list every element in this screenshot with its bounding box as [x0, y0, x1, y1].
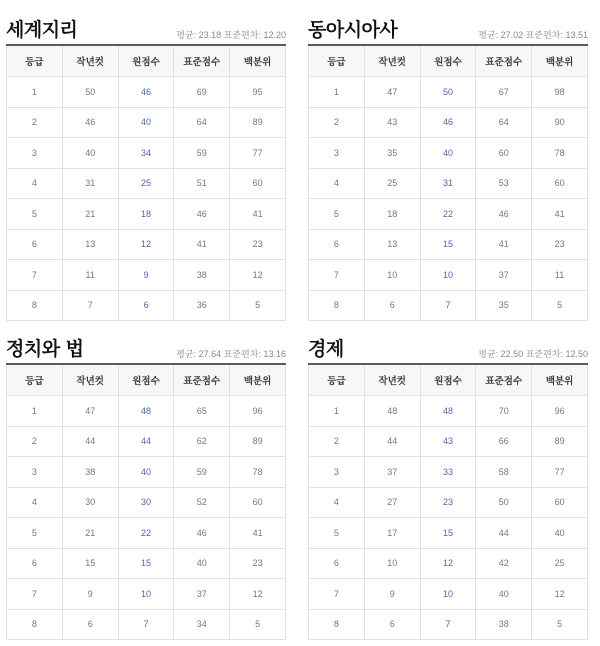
col-percentile-cell: 41	[230, 518, 286, 549]
col-grade-cell: 5	[7, 199, 63, 230]
col-grade-cell: 5	[7, 518, 63, 549]
table-row	[7, 548, 286, 579]
grade-table	[6, 44, 286, 321]
col-grade-cell: 5	[309, 518, 365, 549]
col-last-year-cut-cell: 50	[62, 77, 118, 108]
col-last-year-cut-cell: 40	[62, 138, 118, 169]
section-world-geography	[6, 12, 286, 321]
col-grade-cell: 8	[7, 609, 63, 640]
col-percentile-cell: 77	[532, 457, 588, 488]
col-percentile-cell: 5	[532, 290, 588, 321]
col-raw-score-cell: 23	[420, 487, 476, 518]
col-standard-score-cell: 38	[174, 260, 230, 291]
col-percentile-header: 백분위	[230, 364, 286, 396]
col-percentile-header: 백분위	[532, 45, 588, 77]
col-raw-score-header: 원점수	[118, 45, 174, 77]
col-grade-cell: 7	[309, 579, 365, 610]
col-raw-score-cell: 12	[420, 548, 476, 579]
table-row	[309, 457, 588, 488]
col-standard-score-cell: 70	[476, 396, 532, 427]
col-percentile-cell: 23	[532, 229, 588, 260]
col-standard-score-cell: 41	[476, 229, 532, 260]
col-grade-cell: 1	[7, 77, 63, 108]
col-standard-score-cell: 38	[476, 609, 532, 640]
col-raw-score-cell: 7	[118, 609, 174, 640]
col-raw-score-cell: 33	[420, 457, 476, 488]
col-raw-score-cell: 18	[118, 199, 174, 230]
col-last-year-cut-cell: 44	[62, 426, 118, 457]
col-raw-score-cell: 25	[118, 168, 174, 199]
section-stats: 평균: 22.50 표준편차: 12.50	[478, 349, 588, 359]
col-raw-score-cell: 46	[118, 77, 174, 108]
table-row	[309, 229, 588, 260]
section-economics	[308, 331, 588, 640]
table-row	[7, 138, 286, 169]
col-last-year-cut-cell: 10	[364, 260, 420, 291]
col-last-year-cut-header: 작년컷	[364, 364, 420, 396]
col-percentile-cell: 96	[230, 396, 286, 427]
table-header-row	[7, 45, 286, 77]
col-raw-score-cell: 31	[420, 168, 476, 199]
col-last-year-cut-cell: 25	[364, 168, 420, 199]
col-last-year-cut-cell: 17	[364, 518, 420, 549]
col-grade-header: 등급	[309, 45, 365, 77]
col-raw-score-cell: 30	[118, 487, 174, 518]
col-raw-score-cell: 6	[118, 290, 174, 321]
col-grade-cell: 6	[309, 548, 365, 579]
table-row	[309, 77, 588, 108]
col-percentile-cell: 5	[532, 609, 588, 640]
col-raw-score-header: 원점수	[420, 364, 476, 396]
col-raw-score-cell: 7	[420, 609, 476, 640]
col-standard-score-cell: 64	[476, 107, 532, 138]
col-raw-score-cell: 40	[118, 107, 174, 138]
col-raw-score-cell: 34	[118, 138, 174, 169]
table-row	[309, 168, 588, 199]
col-standard-score-cell: 34	[174, 609, 230, 640]
col-standard-score-cell: 46	[174, 199, 230, 230]
col-standard-score-cell: 50	[476, 487, 532, 518]
col-last-year-cut-cell: 6	[364, 290, 420, 321]
col-raw-score-cell: 48	[118, 396, 174, 427]
col-standard-score-cell: 62	[174, 426, 230, 457]
col-last-year-cut-cell: 9	[62, 579, 118, 610]
table-header-row	[309, 364, 588, 396]
col-standard-score-cell: 37	[476, 260, 532, 291]
grade-table	[6, 363, 286, 640]
col-percentile-cell: 78	[532, 138, 588, 169]
col-last-year-cut-cell: 6	[364, 609, 420, 640]
col-last-year-cut-cell: 46	[62, 107, 118, 138]
table-row	[309, 138, 588, 169]
col-last-year-cut-cell: 38	[62, 457, 118, 488]
col-last-year-cut-cell: 44	[364, 426, 420, 457]
col-percentile-cell: 25	[532, 548, 588, 579]
col-standard-score-cell: 67	[476, 77, 532, 108]
col-grade-cell: 2	[309, 426, 365, 457]
table-header-row	[7, 364, 286, 396]
col-standard-score-cell: 69	[174, 77, 230, 108]
section-title: 정치와 법	[6, 338, 84, 360]
col-percentile-cell: 23	[230, 548, 286, 579]
col-percentile-cell: 60	[230, 487, 286, 518]
col-last-year-cut-cell: 18	[364, 199, 420, 230]
col-percentile-cell: 98	[532, 77, 588, 108]
col-standard-score-cell: 64	[174, 107, 230, 138]
section-header	[6, 12, 286, 44]
col-grade-cell: 6	[309, 229, 365, 260]
col-last-year-cut-cell: 21	[62, 518, 118, 549]
section-stats: 평균: 27.02 표준편차: 13.51	[478, 30, 588, 40]
table-row	[309, 396, 588, 427]
col-standard-score-cell: 46	[174, 518, 230, 549]
table-row	[309, 548, 588, 579]
col-percentile-cell: 41	[230, 199, 286, 230]
col-percentile-cell: 96	[532, 396, 588, 427]
col-percentile-header: 백분위	[532, 364, 588, 396]
grade-table	[308, 44, 588, 321]
col-grade-cell: 4	[309, 487, 365, 518]
section-stats: 평균: 23.18 표준편차: 12.20	[176, 30, 286, 40]
col-percentile-cell: 12	[230, 260, 286, 291]
col-last-year-cut-cell: 11	[62, 260, 118, 291]
grade-table	[308, 363, 588, 640]
col-raw-score-cell: 22	[118, 518, 174, 549]
col-percentile-cell: 23	[230, 229, 286, 260]
col-percentile-cell: 89	[532, 426, 588, 457]
table-header-row	[309, 45, 588, 77]
col-percentile-cell: 78	[230, 457, 286, 488]
table-row	[309, 609, 588, 640]
col-standard-score-cell: 41	[174, 229, 230, 260]
section-header	[308, 12, 588, 44]
col-grade-cell: 4	[309, 168, 365, 199]
table-row	[309, 260, 588, 291]
col-grade-cell: 1	[7, 396, 63, 427]
section-stats: 평균: 27.64 표준편차: 13.16	[176, 349, 286, 359]
col-last-year-cut-cell: 15	[62, 548, 118, 579]
col-standard-score-cell: 35	[476, 290, 532, 321]
col-standard-score-cell: 66	[476, 426, 532, 457]
table-row	[7, 487, 286, 518]
col-standard-score-cell: 65	[174, 396, 230, 427]
col-standard-score-header: 표준점수	[476, 45, 532, 77]
col-standard-score-cell: 58	[476, 457, 532, 488]
table-row	[7, 579, 286, 610]
col-raw-score-cell: 40	[118, 457, 174, 488]
col-raw-score-header: 원점수	[118, 364, 174, 396]
col-last-year-cut-cell: 21	[62, 199, 118, 230]
col-last-year-cut-header: 작년컷	[62, 364, 118, 396]
section-title: 세계지리	[6, 19, 78, 41]
section-politics-and-law	[6, 331, 286, 640]
section-title: 동아시아사	[308, 19, 398, 41]
col-standard-score-cell: 40	[476, 579, 532, 610]
col-last-year-cut-cell: 30	[62, 487, 118, 518]
table-row	[7, 290, 286, 321]
col-raw-score-cell: 10	[420, 260, 476, 291]
col-last-year-cut-cell: 6	[62, 609, 118, 640]
col-last-year-cut-cell: 7	[62, 290, 118, 321]
col-percentile-cell: 5	[230, 609, 286, 640]
col-last-year-cut-cell: 48	[364, 396, 420, 427]
table-row	[7, 229, 286, 260]
col-standard-score-cell: 60	[476, 138, 532, 169]
col-percentile-header: 백분위	[230, 45, 286, 77]
col-percentile-cell: 89	[230, 107, 286, 138]
table-row	[309, 518, 588, 549]
col-percentile-cell: 95	[230, 77, 286, 108]
col-standard-score-cell: 53	[476, 168, 532, 199]
col-percentile-cell: 60	[230, 168, 286, 199]
col-raw-score-cell: 15	[420, 229, 476, 260]
col-percentile-cell: 60	[532, 487, 588, 518]
table-row	[309, 426, 588, 457]
col-last-year-cut-header: 작년컷	[364, 45, 420, 77]
col-raw-score-cell: 46	[420, 107, 476, 138]
col-percentile-cell: 90	[532, 107, 588, 138]
col-standard-score-cell: 37	[174, 579, 230, 610]
col-grade-header: 등급	[7, 364, 63, 396]
col-last-year-cut-cell: 47	[62, 396, 118, 427]
col-grade-cell: 3	[309, 138, 365, 169]
section-east-asian-history	[308, 12, 588, 321]
col-grade-cell: 1	[309, 396, 365, 427]
col-standard-score-cell: 46	[476, 199, 532, 230]
col-raw-score-cell: 44	[118, 426, 174, 457]
col-grade-header: 등급	[309, 364, 365, 396]
col-grade-cell: 3	[7, 138, 63, 169]
col-standard-score-cell: 59	[174, 138, 230, 169]
table-row	[7, 260, 286, 291]
col-raw-score-cell: 9	[118, 260, 174, 291]
col-percentile-cell: 77	[230, 138, 286, 169]
col-grade-cell: 7	[7, 579, 63, 610]
col-raw-score-cell: 12	[118, 229, 174, 260]
col-last-year-cut-cell: 47	[364, 77, 420, 108]
col-percentile-cell: 11	[532, 260, 588, 291]
col-standard-score-cell: 51	[174, 168, 230, 199]
col-percentile-cell: 5	[230, 290, 286, 321]
col-raw-score-cell: 10	[420, 579, 476, 610]
col-raw-score-cell: 50	[420, 77, 476, 108]
col-grade-cell: 6	[7, 229, 63, 260]
section-header	[308, 331, 588, 363]
col-last-year-cut-cell: 35	[364, 138, 420, 169]
col-percentile-cell: 41	[532, 199, 588, 230]
col-standard-score-header: 표준점수	[174, 45, 230, 77]
col-last-year-cut-cell: 37	[364, 457, 420, 488]
table-row	[7, 609, 286, 640]
col-grade-cell: 8	[309, 609, 365, 640]
section-title: 경제	[308, 338, 344, 360]
col-last-year-cut-cell: 10	[364, 548, 420, 579]
table-row	[7, 426, 286, 457]
col-last-year-cut-cell: 13	[62, 229, 118, 260]
col-raw-score-cell: 7	[420, 290, 476, 321]
col-raw-score-cell: 22	[420, 199, 476, 230]
col-standard-score-cell: 59	[174, 457, 230, 488]
col-last-year-cut-cell: 9	[364, 579, 420, 610]
table-row	[309, 199, 588, 230]
table-row	[7, 199, 286, 230]
col-raw-score-cell: 15	[420, 518, 476, 549]
col-standard-score-cell: 42	[476, 548, 532, 579]
col-grade-cell: 4	[7, 168, 63, 199]
col-grade-cell: 7	[7, 260, 63, 291]
col-percentile-cell: 12	[230, 579, 286, 610]
col-grade-cell: 5	[309, 199, 365, 230]
col-last-year-cut-cell: 13	[364, 229, 420, 260]
col-standard-score-cell: 36	[174, 290, 230, 321]
col-last-year-cut-cell: 27	[364, 487, 420, 518]
col-standard-score-header: 표준점수	[174, 364, 230, 396]
col-percentile-cell: 89	[230, 426, 286, 457]
col-standard-score-cell: 40	[174, 548, 230, 579]
table-row	[7, 457, 286, 488]
col-raw-score-cell: 40	[420, 138, 476, 169]
table-row	[7, 107, 286, 138]
section-header	[6, 331, 286, 363]
col-standard-score-header: 표준점수	[476, 364, 532, 396]
col-grade-cell: 3	[7, 457, 63, 488]
col-last-year-cut-cell: 31	[62, 168, 118, 199]
col-raw-score-cell: 15	[118, 548, 174, 579]
col-grade-cell: 2	[7, 107, 63, 138]
table-row	[7, 168, 286, 199]
table-row	[7, 77, 286, 108]
col-raw-score-cell: 43	[420, 426, 476, 457]
col-percentile-cell: 12	[532, 579, 588, 610]
col-grade-cell: 8	[309, 290, 365, 321]
col-raw-score-cell: 48	[420, 396, 476, 427]
col-last-year-cut-cell: 43	[364, 107, 420, 138]
table-row	[7, 396, 286, 427]
col-grade-cell: 1	[309, 77, 365, 108]
col-grade-cell: 7	[309, 260, 365, 291]
col-grade-header: 등급	[7, 45, 63, 77]
col-last-year-cut-header: 작년컷	[62, 45, 118, 77]
table-row	[309, 290, 588, 321]
col-standard-score-cell: 52	[174, 487, 230, 518]
col-grade-cell: 2	[309, 107, 365, 138]
table-row	[309, 579, 588, 610]
col-percentile-cell: 60	[532, 168, 588, 199]
col-raw-score-header: 원점수	[420, 45, 476, 77]
table-row	[7, 518, 286, 549]
col-grade-cell: 2	[7, 426, 63, 457]
table-row	[309, 107, 588, 138]
col-grade-cell: 4	[7, 487, 63, 518]
col-grade-cell: 6	[7, 548, 63, 579]
col-standard-score-cell: 44	[476, 518, 532, 549]
col-grade-cell: 3	[309, 457, 365, 488]
table-row	[309, 487, 588, 518]
col-percentile-cell: 40	[532, 518, 588, 549]
col-raw-score-cell: 10	[118, 579, 174, 610]
col-grade-cell: 8	[7, 290, 63, 321]
